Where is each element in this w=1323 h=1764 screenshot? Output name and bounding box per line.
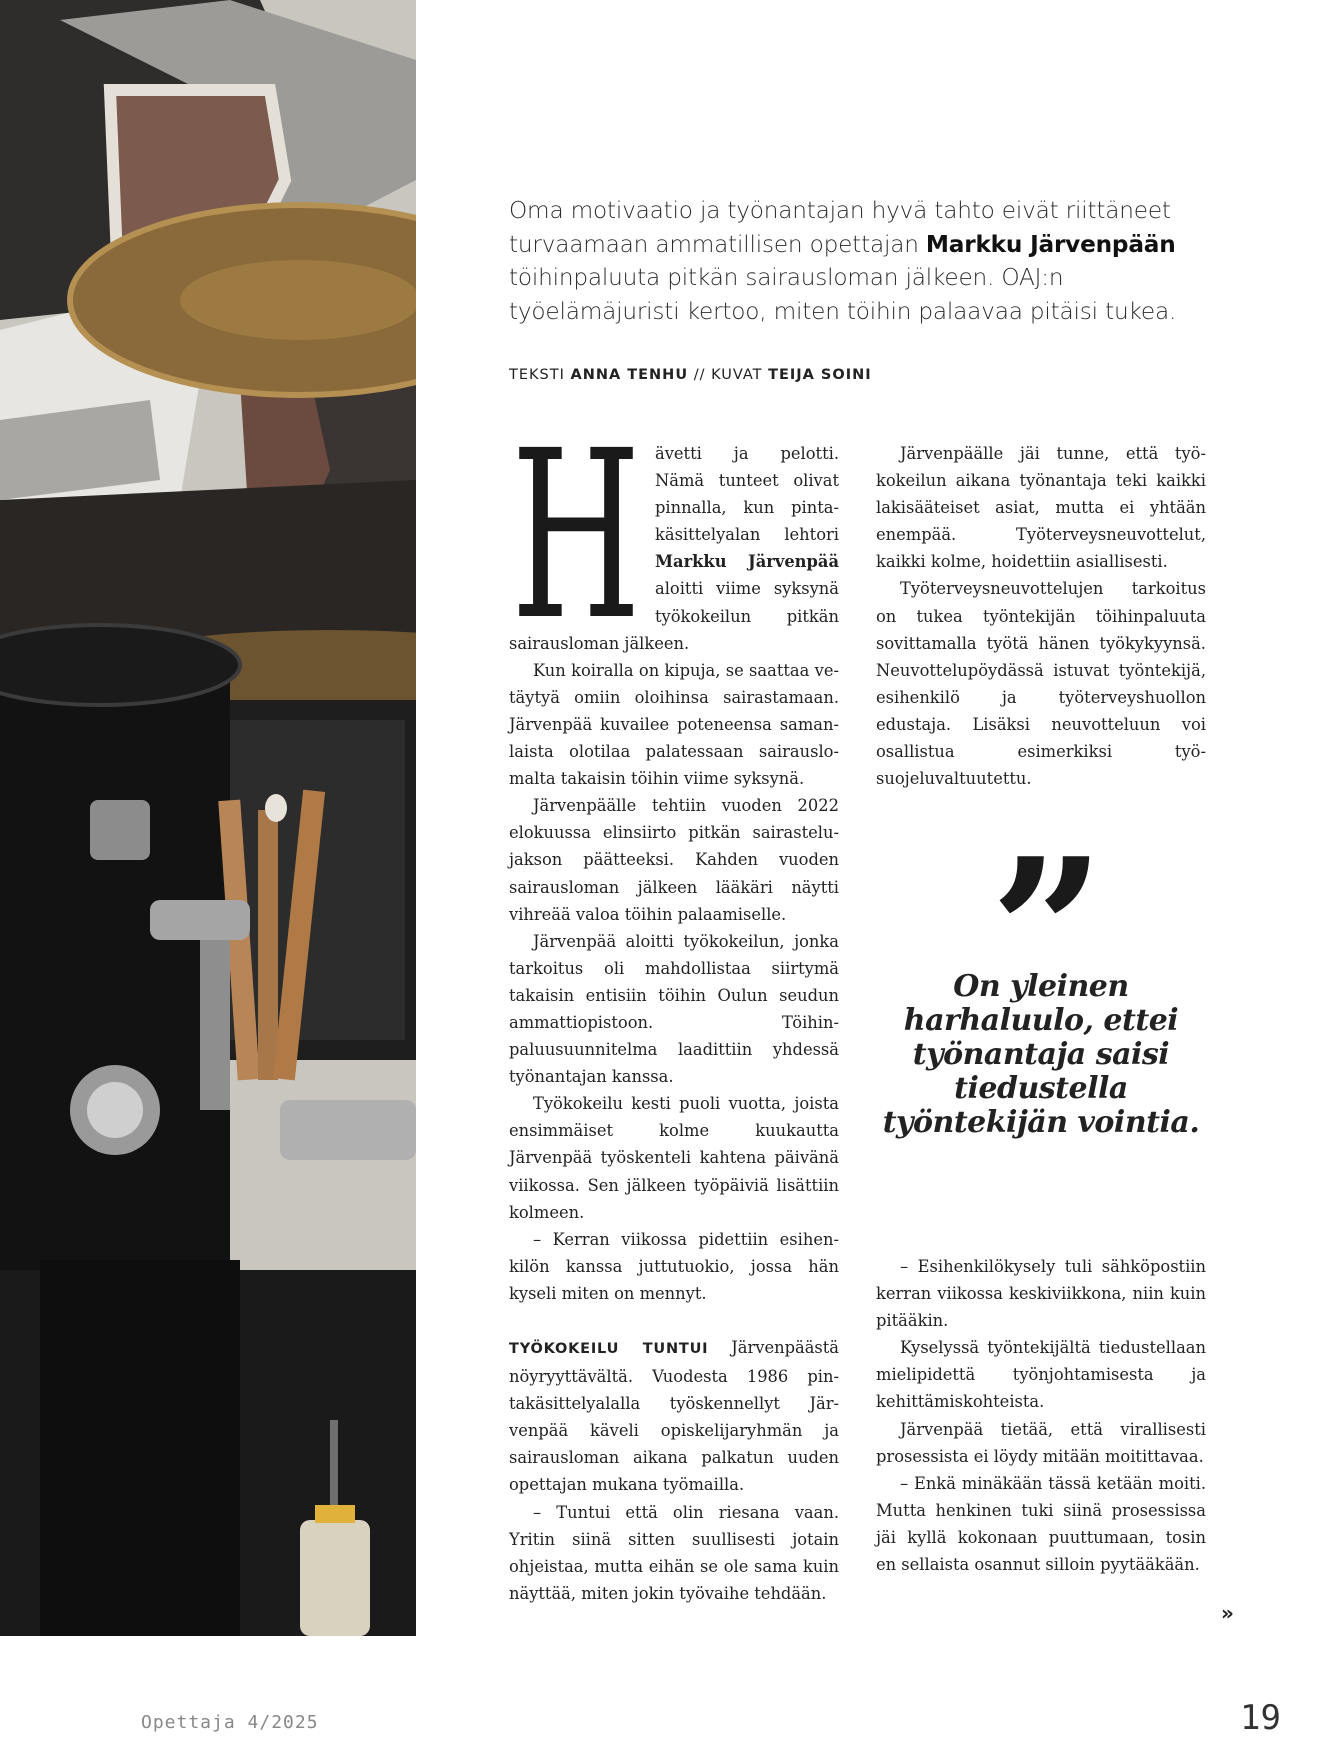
continue-arrow-icon: » [1221,1601,1234,1625]
page-number: 19 [1240,1698,1281,1738]
body-paragraph: Järvenpäälle jäi tunne, että työkokeilun aikana työnantaja teki kaikki lakisääteiset asiat, mutta ei yhtään enempää. Työterveysneuvottelut, kaikki kolme, hoidettiin asiallisesti. [876,444,1206,572]
article-photo-drums [0,0,416,1636]
body-paragraph: – Esihenkilökysely tuli sähköpostiin kerran viikossa keskiviikkona, niin kuin pitääkin. [876,1257,1206,1331]
quote-mark-icon [990,852,1090,952]
byline-photo-label: KUVAT [711,367,763,383]
byline [509,367,872,383]
intro-name: Markku Järvenpää [655,552,839,572]
svg-text:” [990,852,1090,952]
byline-text-label: TEKSTI [509,367,565,383]
body-paragraph: Työkokeilu kesti puoli vuotta, joista ensimmäiset kolme kuukautta Järvenpää työskenteli kahtena päivänä viikossa. Sen jälkeen työpäiviä lisättiin kolmeen. [509,1094,839,1222]
body-paragraph: – Tuntui että olin riesana vaan. Yritin siinä sitten suullisesti jotain ohjeistaa, mutta eihän se ole sama kuin näyttää, miten jokin työvaihe tehdään. [509,1502,839,1603]
pull-quote: On yleinen harhaluulo, ettei työnantaja saisi tiedustella työntekijän vointia. [882,969,1200,1140]
byline-separator: // [693,367,706,383]
lead-text-2: töihinpaluuta pitkän sairausloman jälkeen. OAJ:n työelämäjuristi kertoo, miten töihin palaavaa pitäisi tukea. [509,264,1177,325]
drop-cap-letter: H [511,446,641,618]
byline-photographer: TEIJA SOINI [768,367,872,383]
drop-cap [509,446,643,618]
article-column-2 [876,440,1206,792]
subhead-paragraph-text: Järvenpäästä nöyryyttävältä. Vuodesta 1986 pintakäsittelyalalla työskennellyt Järvenpää käveli opiskelijaryhmän ja sairausloman aikana palkatun uuden opettajan mukana työmailla. [509,1338,840,1495]
body-paragraph: – Kerran viikossa pidettiin esihenkilön kanssa juttutuokio, jossa hän kyseli miten on mennyt. [509,1229,839,1303]
body-paragraph: Järvenpää tietää, että virallisesti prosessista ei löydy mitään moitittavaa. [876,1419,1206,1466]
body-paragraph: Järvenpäälle tehtiin vuoden 2022 elokuussa elinsiirto pitkän sairastelujakson päätteeksi. Kahden vuoden sairausloman jälkeen lääkäri näytti vihreää valoa töihin palaamiselle. [509,796,839,924]
lead-paragraph [509,194,1209,328]
body-paragraph: Työterveysneuvottelujen tarkoitus on tukea työntekijän töihinpaluuta sovittamalla työtä hänen työkykyynsä. Neuvottelupöydässä istuvat työntekijä, esihenkilö ja työterveyshuollon edustaja. Lisäksi neuvotteluun voi osallistua esimerkiksi työsuojeluvaltuutettu. [876,579,1206,789]
subhead: TYÖKOKEILU TUNTUI [509,1341,709,1357]
byline-author: ANNA TENHU [570,367,689,383]
lead-text-1: Oma motivaatio ja työnantajan hyvä tahto eivät riittäneet turvaamaan ammatillisen opettajan [509,197,1171,258]
intro-text-2: aloitti viime syksynä työkokeilun pitkän sairausloman jälkeen. [509,579,839,653]
body-paragraph: – Enkä minäkään tässä ketään moiti. Mutta henkinen tuki siinä prosessissa jäi kyllä kokonaan puuttumaan, tosin en sellaista osannut silloin pyytääkään. [876,1473,1206,1575]
body-paragraph: Kyselyssä työntekijältä tiedustellaan mielipidettä työnjohtamisesta ja kehittämiskohteista. [876,1338,1206,1412]
article-column-1 [509,440,839,1607]
body-paragraph: Järvenpää aloitti työkokeilun, jonka tarkoitus oli mahdollistaa siirtymä takaisin entisiin töihin Oulun seudun ammattiopistoon. Töihinpaluusuunnitelma laadittiin yhdessä työnantajan kanssa. [509,931,839,1087]
lead-name: Markku Järvenpään [925,230,1176,258]
magazine-issue: Opettaja 4/2025 [141,1712,319,1733]
intro-text-1: ävetti ja pelotti. Nämä tunteet olivat pinnalla, kun pintakäsittelyalan lehtori [655,444,839,545]
article-column-2-lower [876,1253,1206,1578]
body-paragraph: Kun koiralla on kipuja, se saattaa vetäytyä omiin oloihinsa sairastamaan. Järvenpää kuvailee poteneensa samanlaista olotilaa palatessaan sairauslomalta takaisin töihin viime syksynä. [509,660,839,789]
subhead-paragraph [509,1334,839,1499]
